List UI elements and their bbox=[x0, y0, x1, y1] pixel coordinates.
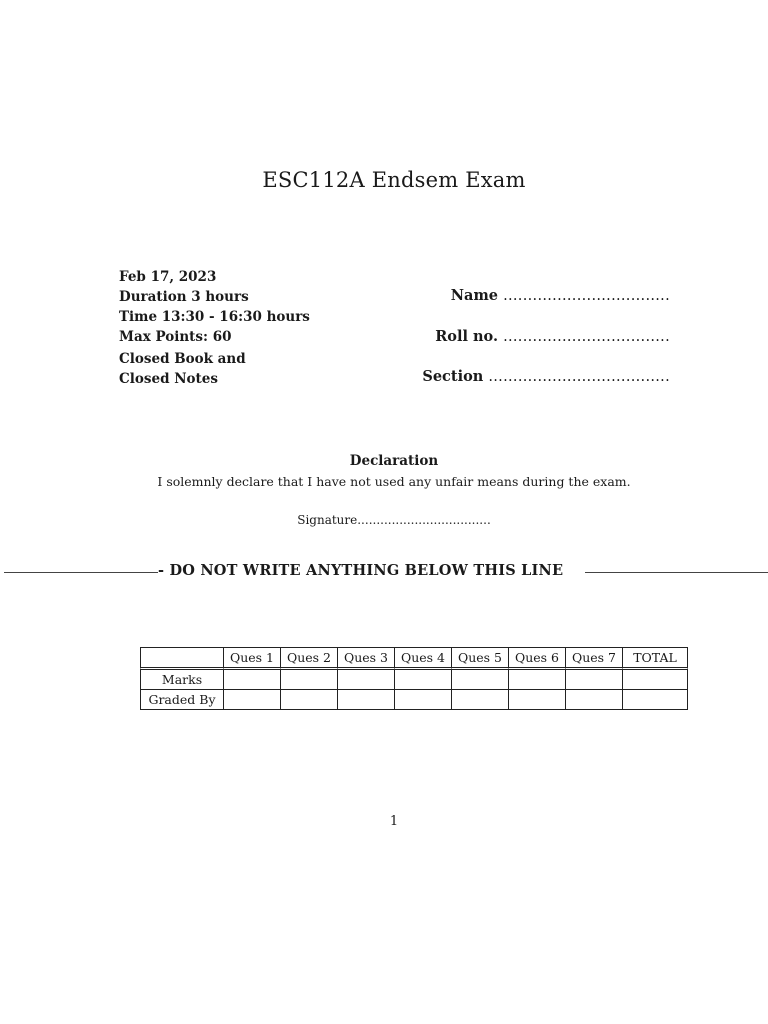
table-cell bbox=[452, 690, 509, 710]
table-cell bbox=[623, 690, 688, 710]
declaration-title: Declaration bbox=[349, 453, 439, 469]
table-header-cell: Ques 7 bbox=[566, 647, 623, 670]
do-not-write-divider bbox=[0, 562, 768, 582]
divider-rule-right bbox=[585, 572, 768, 573]
table-header-cell: Ques 6 bbox=[509, 647, 566, 670]
table-cell bbox=[452, 670, 509, 690]
section-field bbox=[422, 368, 670, 385]
page-number: 1 bbox=[389, 814, 399, 829]
table-cell bbox=[224, 670, 281, 690]
roll-no-blank: .................................. bbox=[503, 329, 670, 345]
roll-no-field bbox=[435, 328, 670, 345]
table-header-cell: Ques 2 bbox=[281, 647, 338, 670]
marks-table bbox=[140, 647, 688, 710]
exam-max-points: Max Points: 60 bbox=[119, 329, 232, 345]
closed-notes-note: Closed Notes bbox=[119, 371, 218, 387]
table-cell bbox=[281, 670, 338, 690]
exam-info bbox=[119, 267, 310, 389]
table-cell bbox=[395, 690, 452, 710]
name-blank: .................................. bbox=[503, 288, 670, 304]
name-label: Name bbox=[450, 287, 499, 304]
table-cell bbox=[509, 670, 566, 690]
table-cell bbox=[566, 670, 623, 690]
row-label-graded-by: Graded By bbox=[140, 690, 224, 710]
row-label-marks: Marks bbox=[140, 670, 224, 690]
closed-book-note: Closed Book and bbox=[119, 351, 246, 367]
declaration-text: I solemnly declare that I have not used any unfair means during the exam. bbox=[157, 474, 631, 489]
table-header-cell: Ques 5 bbox=[452, 647, 509, 670]
table-cell bbox=[566, 690, 623, 710]
divider-rule-left bbox=[4, 572, 158, 573]
table-header-row bbox=[140, 647, 688, 670]
exam-title: ESC112A Endsem Exam bbox=[262, 168, 526, 192]
exam-time: Time 13:30 - 16:30 hours bbox=[119, 309, 310, 325]
table-row bbox=[140, 670, 688, 690]
table-cell bbox=[338, 670, 395, 690]
exam-date: Feb 17, 2023 bbox=[119, 269, 217, 285]
table-cell bbox=[338, 690, 395, 710]
section-label: Section bbox=[422, 368, 484, 385]
table-cell bbox=[224, 690, 281, 710]
exam-duration: Duration 3 hours bbox=[119, 289, 249, 305]
roll-no-label: Roll no. bbox=[435, 328, 499, 345]
table-header-cell: Ques 3 bbox=[338, 647, 395, 670]
section-blank: ..................................... bbox=[488, 369, 670, 385]
table-header-cell bbox=[140, 647, 224, 670]
table-header-cell: TOTAL bbox=[623, 647, 688, 670]
name-field bbox=[451, 287, 670, 304]
table-header-cell: Ques 4 bbox=[395, 647, 452, 670]
table-cell bbox=[623, 670, 688, 690]
divider-text: - DO NOT WRITE ANYTHING BELOW THIS LINE bbox=[158, 562, 564, 579]
table-header-cell: Ques 1 bbox=[224, 647, 281, 670]
table-cell bbox=[281, 690, 338, 710]
table-cell bbox=[509, 690, 566, 710]
signature-line: Signature................................... bbox=[297, 513, 491, 527]
table-cell bbox=[395, 670, 452, 690]
table-row bbox=[140, 690, 688, 710]
